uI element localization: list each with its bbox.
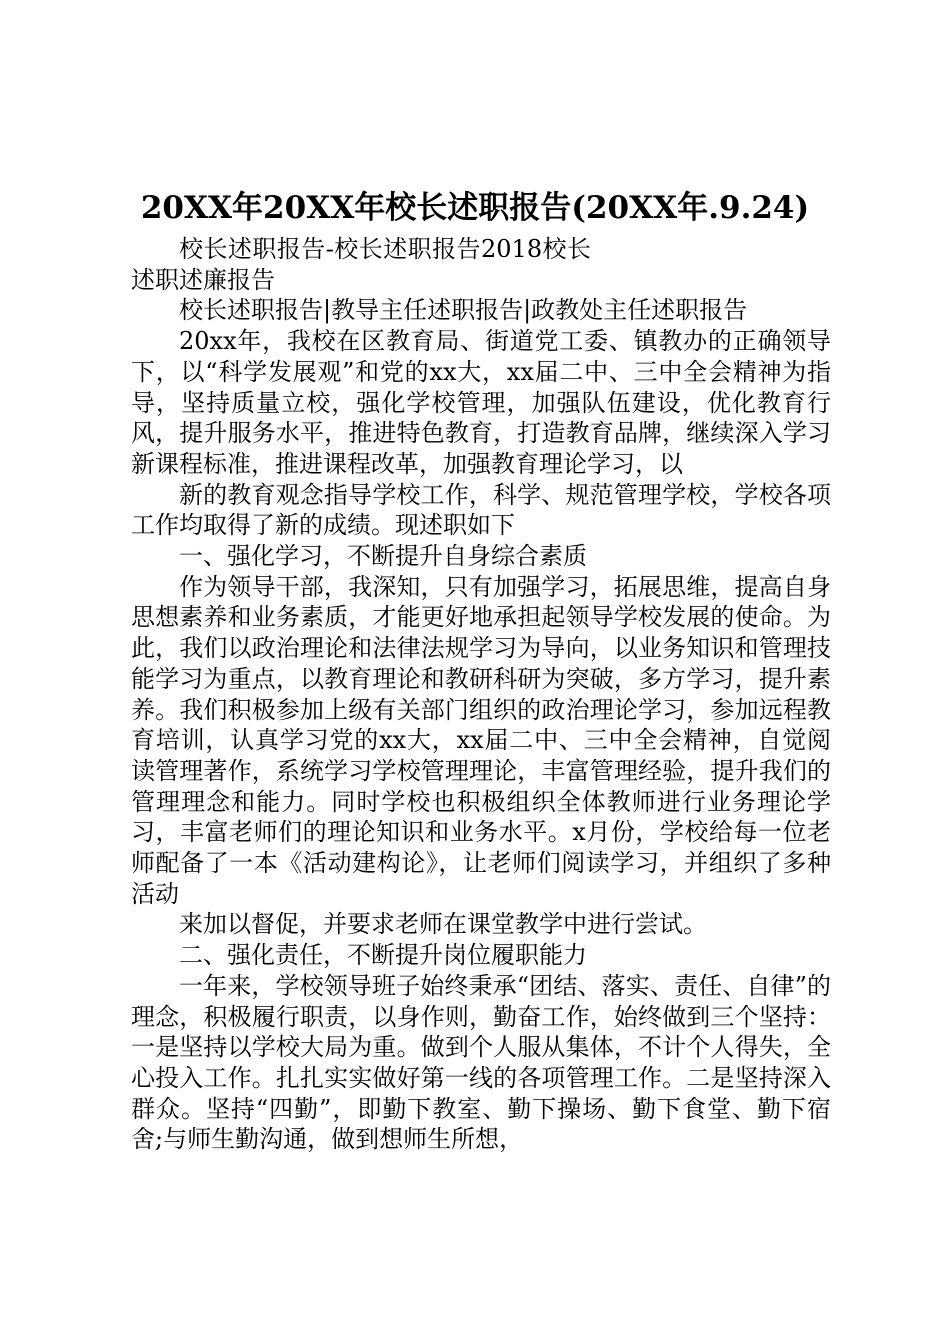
paragraph-section-1-continued: 来加以督促，并要求老师在课堂教学中进行尝试。 <box>179 910 707 939</box>
section-heading-2: 二、强化责任，不断提升岗位履职能力 <box>179 941 587 970</box>
section-heading-1: 一、强化学习，不断提升自身综合素质 <box>179 542 587 571</box>
paragraph-section-1: 作为领导干部，我深知，只有加强学习，拓展思维，提高自身思想素养和业务素质，才能更好地承担起领导学校发展的使命。为此，我们以政治理论和法律法规学习为导向，以业务知识和管理技能学习为重点，以教育理论和教研科研为突破，多方学习，提升素养。我们积极参加上级有关部门组织的政治理论学习，参加远程教育培训，认真学习党的xx大，xx届二中、三中全会精神，自觉阅读管理著作，系统学习学校管理理论，丰富管理经验，提升我们的管理理念和能力。同时学校也积极组织全体教师进行业务理论学习，丰富老师们的理论知识和业务水平。x月份，学校给每一位老师配备了一本《活动建构论》，让老师们阅读学习，并组织了多种活动 <box>131 572 831 908</box>
paragraph-section-2: 一年来，学校领导班子始终秉承“团结、落实、责任、自律”的理念，积极履行职责，以身作则，勤奋工作，始终做到三个坚持：一是坚持以学校大局为重。做到个人服从集体，不计个人得失，全心投入工作。扎扎实实做好第一线的各项管理工作。二是坚持深入群众。坚持“四勤”，即勤下教室、勤下操场、勤下食堂、勤下宿舍;与师生勤沟通，做到想师生所想， <box>131 971 831 1154</box>
paragraph-intro: 20xx年，我校在区教育局、街道党工委、镇教办的正确领导下，以“科学发展观”和党的xx大，xx届二中、三中全会精神为指导，坚持质量立校，强化学校管理，加强队伍建设，优化教育行风，提升服务水平，推进特色教育，打造教育品牌，继续深入学习新课程标准，推进课程改革，加强教育理论学习，以 <box>131 327 831 478</box>
document-title: 20XX年20XX年校长述职报告(20XX年.9.24) <box>140 190 810 226</box>
paragraph-intro-continued: 新的教育观念指导学校工作，科学、规范管理学校，学校各项工作均取得了新的成绩。现述职如下 <box>131 480 831 540</box>
document-body <box>131 234 831 1155</box>
paragraph-subtitle: 校长述职报告-校长述职报告2018校长述职述廉报告 <box>131 235 591 294</box>
paragraph-subtitle-2: 校长述职报告|教导主任述职报告|政教处主任述职报告 <box>179 296 748 325</box>
